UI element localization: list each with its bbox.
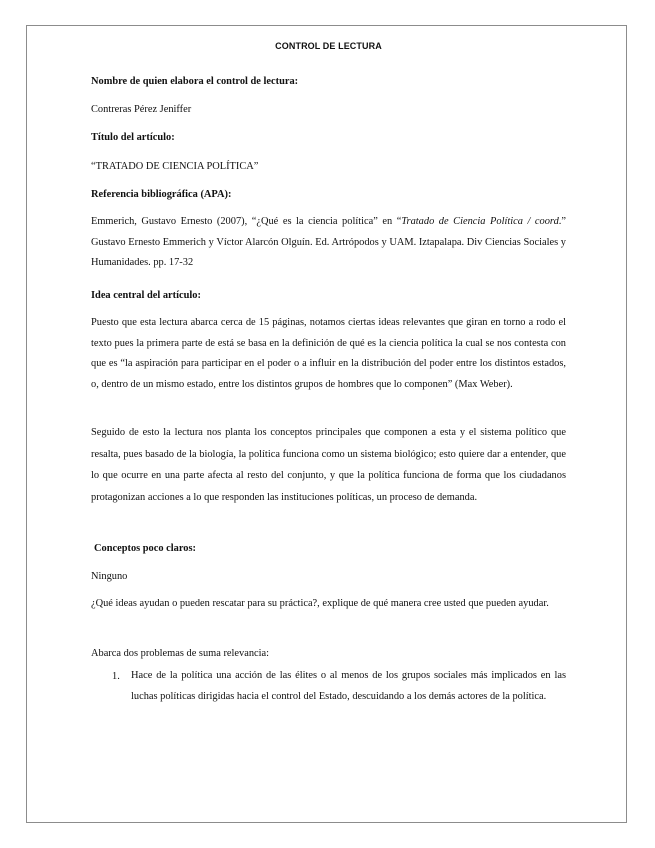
author-value: Contreras Pérez Jeniffer (91, 104, 192, 115)
paragraph-1: Puesto que esta lectura abarca cerca de 15 páginas, notamos ciertas ideas relevantes que giran en torno a rodo el texto pues la primera parte de está se basa en la definición de qué es la ciencia política la cual se nos contesta con que es “la aspiración para participar en el poder o a influir en la distribución del poder entre los distintos estados, o, dentro de un mismo estado, entre los distintos grupos de hombres que lo componen” (Max Weber). (91, 317, 566, 390)
practice-question: ¿Qué ideas ayudan o pueden rescatar para su práctica?, explique de qué manera cree usted que pueden ayudar. (91, 598, 549, 609)
author-heading: Nombre de quien elabora el control de lectura: (91, 76, 299, 87)
central-idea-heading: Idea central del artículo: (91, 290, 201, 301)
reference-text (91, 212, 566, 274)
problems-intro: Abarca dos problemas de suma relevancia: (91, 648, 270, 659)
unclear-concepts-value: Ninguno (91, 571, 128, 582)
document-title: CONTROL DE LECTURA (275, 41, 382, 51)
reference-heading: Referencia bibliográfica (APA): (91, 189, 232, 200)
paragraph-2: Seguido de esto la lectura nos planta los conceptos principales que componen a esta y el sistema político que resalta, pues basado de la biología, la política funciona como un sistema biológico; esto quiere dar a entender, que lo que ocurre en una parte afecta al resto del conjunto, y que la política funciona de forma que los ciudadanos protagonizan acciones a lo que responden las instituciones políticas, un proceso de demanda. (91, 427, 566, 503)
unclear-concepts-heading: Conceptos poco claros: (94, 543, 196, 554)
reference-italic-title: Tratado de Ciencia Política / coord (401, 216, 559, 227)
reference-part1: Emmerich, Gustavo Ernesto (2007), “¿Qué es la ciencia política” en “ (91, 216, 402, 227)
list-item-number: 1. (112, 671, 120, 682)
list-item-text: Hace de la política una acción de las élites o al menos de los grupos sociales más implicados en las luchas políticas dirigidas hacia el control del Estado, descuidando a los demás actores de la política. (131, 670, 566, 702)
reference-part2: .” Gustavo Ernesto Emmerich y Víctor Alarcón Olguín. Ed. Artrópodos y UAM. Iztapalapa. Div Ciencias Sociales y Humanidades. pp. 17-32 (91, 216, 566, 268)
document-page (26, 25, 627, 823)
article-title-heading: Título del artículo: (91, 132, 175, 143)
article-title-value: “TRATADO DE CIENCIA POLÍTICA” (91, 161, 259, 172)
